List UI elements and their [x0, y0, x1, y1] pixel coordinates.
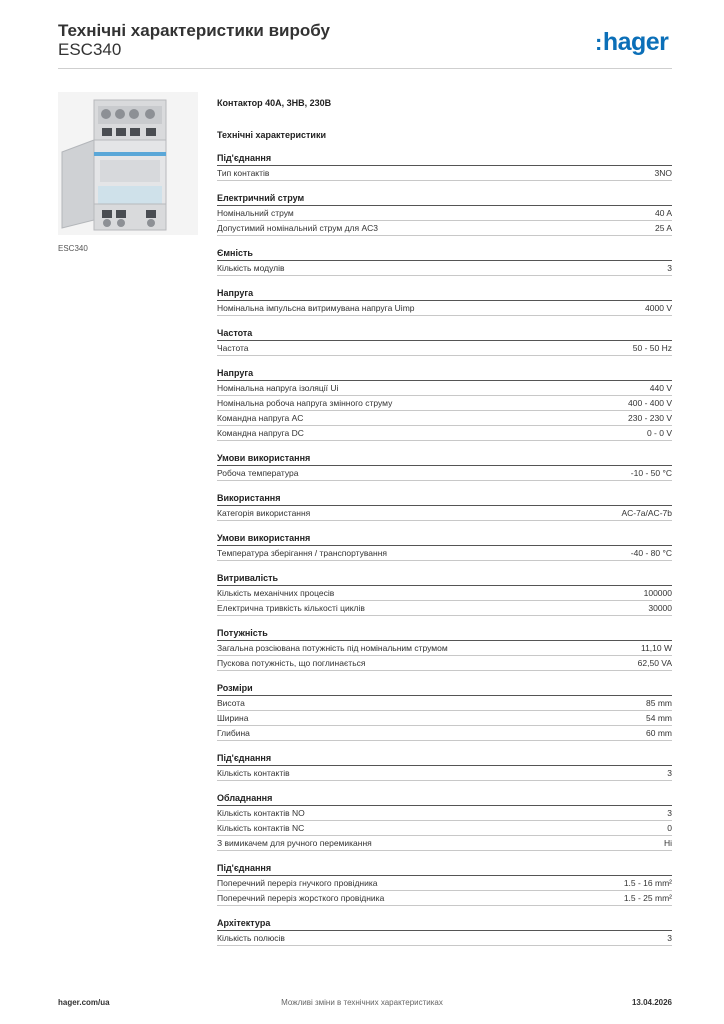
spec-group-title: Під'єднання	[217, 151, 672, 166]
spec-label: Кількість контактів NC	[217, 823, 305, 833]
spec-label: Кількість полюсів	[217, 933, 285, 943]
spec-group-title: Під'єднання	[217, 751, 672, 766]
spec-value: 230 - 230 V	[628, 413, 672, 423]
spec-group	[217, 791, 672, 851]
spec-value: 50 - 50 Hz	[632, 343, 672, 353]
spec-group-title: Архітектура	[217, 916, 672, 931]
spec-value: -10 - 50 °C	[630, 468, 672, 478]
spec-group-title: Обладнання	[217, 791, 672, 806]
spec-label: Кількість контактів	[217, 768, 290, 778]
spec-group-title: Під'єднання	[217, 861, 672, 876]
spec-row	[217, 876, 672, 891]
spec-row	[217, 766, 672, 781]
spec-label: Допустимий номінальний струм для AC3	[217, 223, 378, 233]
spec-group	[217, 626, 672, 671]
spec-label: З вимикачем для ручного перемикання	[217, 838, 372, 848]
spec-value: Ні	[663, 838, 672, 848]
spec-group	[217, 366, 672, 441]
spec-group-title: Ємність	[217, 246, 672, 261]
spec-row	[217, 836, 672, 851]
spec-group	[217, 286, 672, 316]
spec-row	[217, 221, 672, 236]
spec-group	[217, 681, 672, 741]
spec-group	[217, 326, 672, 356]
spec-value: 4000 V	[645, 303, 672, 313]
spec-value: 25 A	[654, 223, 672, 233]
spec-row	[217, 806, 672, 821]
spec-label: Номінальна напруга ізоляції Ui	[217, 383, 339, 393]
spec-group	[217, 246, 672, 276]
spec-label: Ширина	[217, 713, 249, 723]
spec-row	[217, 426, 672, 441]
spec-row	[217, 696, 672, 711]
spec-label: Номінальний струм	[217, 208, 294, 218]
spec-row	[217, 656, 672, 671]
spec-label: Кількість механічних процесів	[217, 588, 335, 598]
product-name: Контактор 40А, 3НВ, 230В	[217, 98, 332, 108]
product-image	[58, 92, 198, 235]
spec-value: 11,10 W	[640, 643, 672, 653]
spec-row	[217, 601, 672, 616]
spec-value: 40 A	[654, 208, 672, 218]
spec-row	[217, 381, 672, 396]
header-divider	[58, 68, 672, 69]
spec-label: Кількість контактів NO	[217, 808, 305, 818]
spec-value: 3	[667, 933, 672, 943]
spec-label: Поперечний переріз гнучкого провідника	[217, 878, 378, 888]
spec-row	[217, 726, 672, 741]
spec-label: Номінальна робоча напруга змінного струму	[217, 398, 393, 408]
spec-group	[217, 191, 672, 236]
spec-group	[217, 751, 672, 781]
spec-row	[217, 301, 672, 316]
spec-group	[217, 451, 672, 481]
spec-value: 85 mm	[646, 698, 672, 708]
spec-groups	[217, 151, 672, 946]
spec-value: 3	[667, 263, 672, 273]
spec-group-title: Умови використання	[217, 451, 672, 466]
spec-value: 1.5 - 16 mm²	[623, 878, 672, 888]
spec-label: Командна напруга DC	[217, 428, 304, 438]
spec-label: Пускова потужність, що поглинається	[217, 658, 366, 668]
spec-value: 0 - 0 V	[646, 428, 672, 438]
logo-text: hager	[602, 28, 669, 56]
spec-label: Робоча температура	[217, 468, 299, 478]
spec-value: 3NO	[654, 168, 672, 178]
spec-value: 54 mm	[646, 713, 672, 723]
spec-row	[217, 411, 672, 426]
spec-label: Категорія використання	[217, 508, 311, 518]
spec-value: 440 V	[649, 383, 672, 393]
spec-label: Кількість модулів	[217, 263, 285, 273]
spec-label: Висота	[217, 698, 245, 708]
spec-value: 30000	[648, 603, 672, 613]
spec-value: 60 mm	[646, 728, 672, 738]
spec-group-title: Умови використання	[217, 531, 672, 546]
spec-row	[217, 891, 672, 906]
spec-row	[217, 341, 672, 356]
footer-notice: Можливі зміни в технічних характеристиках	[281, 998, 443, 1007]
spec-group	[217, 571, 672, 616]
spec-group-title: Витривалість	[217, 571, 672, 586]
spec-label: Номінальна імпульсна витримувана напруга Uimp	[217, 303, 415, 313]
spec-group	[217, 491, 672, 521]
spec-row	[217, 931, 672, 946]
product-code: ESC340	[58, 40, 122, 59]
spec-row	[217, 506, 672, 521]
spec-row	[217, 206, 672, 221]
spec-value: 3	[667, 768, 672, 778]
spec-value: -40 - 80 °C	[630, 548, 672, 558]
spec-label: Глибина	[217, 728, 250, 738]
spec-label: Загальна розсіювана потужність під номінальним струмом	[217, 643, 448, 653]
spec-label: Електрична тривкість кількості циклів	[217, 603, 365, 613]
spec-row	[217, 396, 672, 411]
spec-group-title: Напруга	[217, 366, 672, 381]
spec-group-title: Частота	[217, 326, 672, 341]
spec-group	[217, 151, 672, 181]
spec-group	[217, 916, 672, 946]
spec-value: 3	[667, 808, 672, 818]
spec-label: Командна напруга AC	[217, 413, 304, 423]
spec-group-title: Використання	[217, 491, 672, 506]
footer-website: hager.com/ua	[58, 998, 110, 1007]
spec-value: 0	[667, 823, 672, 833]
spec-value: 1.5 - 25 mm²	[623, 893, 672, 903]
tech-specs-heading: Технічні характеристики	[217, 130, 326, 140]
spec-group	[217, 861, 672, 906]
spec-group	[217, 531, 672, 561]
spec-row	[217, 466, 672, 481]
hager-logo: :hager	[595, 28, 669, 56]
spec-row	[217, 166, 672, 181]
spec-row	[217, 641, 672, 656]
spec-value: 400 - 400 V	[628, 398, 672, 408]
spec-group-title: Потужність	[217, 626, 672, 641]
spec-group-title: Напруга	[217, 286, 672, 301]
spec-label: Поперечний переріз жорсткого провідника	[217, 893, 385, 903]
spec-content	[217, 96, 672, 956]
footer-date: 13.04.2026	[631, 998, 672, 1007]
spec-row	[217, 821, 672, 836]
spec-value: 62,50 VA	[637, 658, 672, 668]
image-caption: ESC340	[58, 244, 88, 253]
spec-label: Тип контактів	[217, 168, 270, 178]
spec-group-title: Розміри	[217, 681, 672, 696]
spec-row	[217, 711, 672, 726]
spec-label: Частота	[217, 343, 249, 353]
spec-label: Температура зберігання / транспортування	[217, 548, 388, 558]
spec-row	[217, 546, 672, 561]
page-title: Технічні характеристики виробу	[58, 21, 330, 40]
spec-row	[217, 586, 672, 601]
spec-group-title: Електричний струм	[217, 191, 672, 206]
spec-value: 100000	[643, 588, 672, 598]
spec-value: AC-7a/AC-7b	[621, 508, 672, 518]
spec-row	[217, 261, 672, 276]
